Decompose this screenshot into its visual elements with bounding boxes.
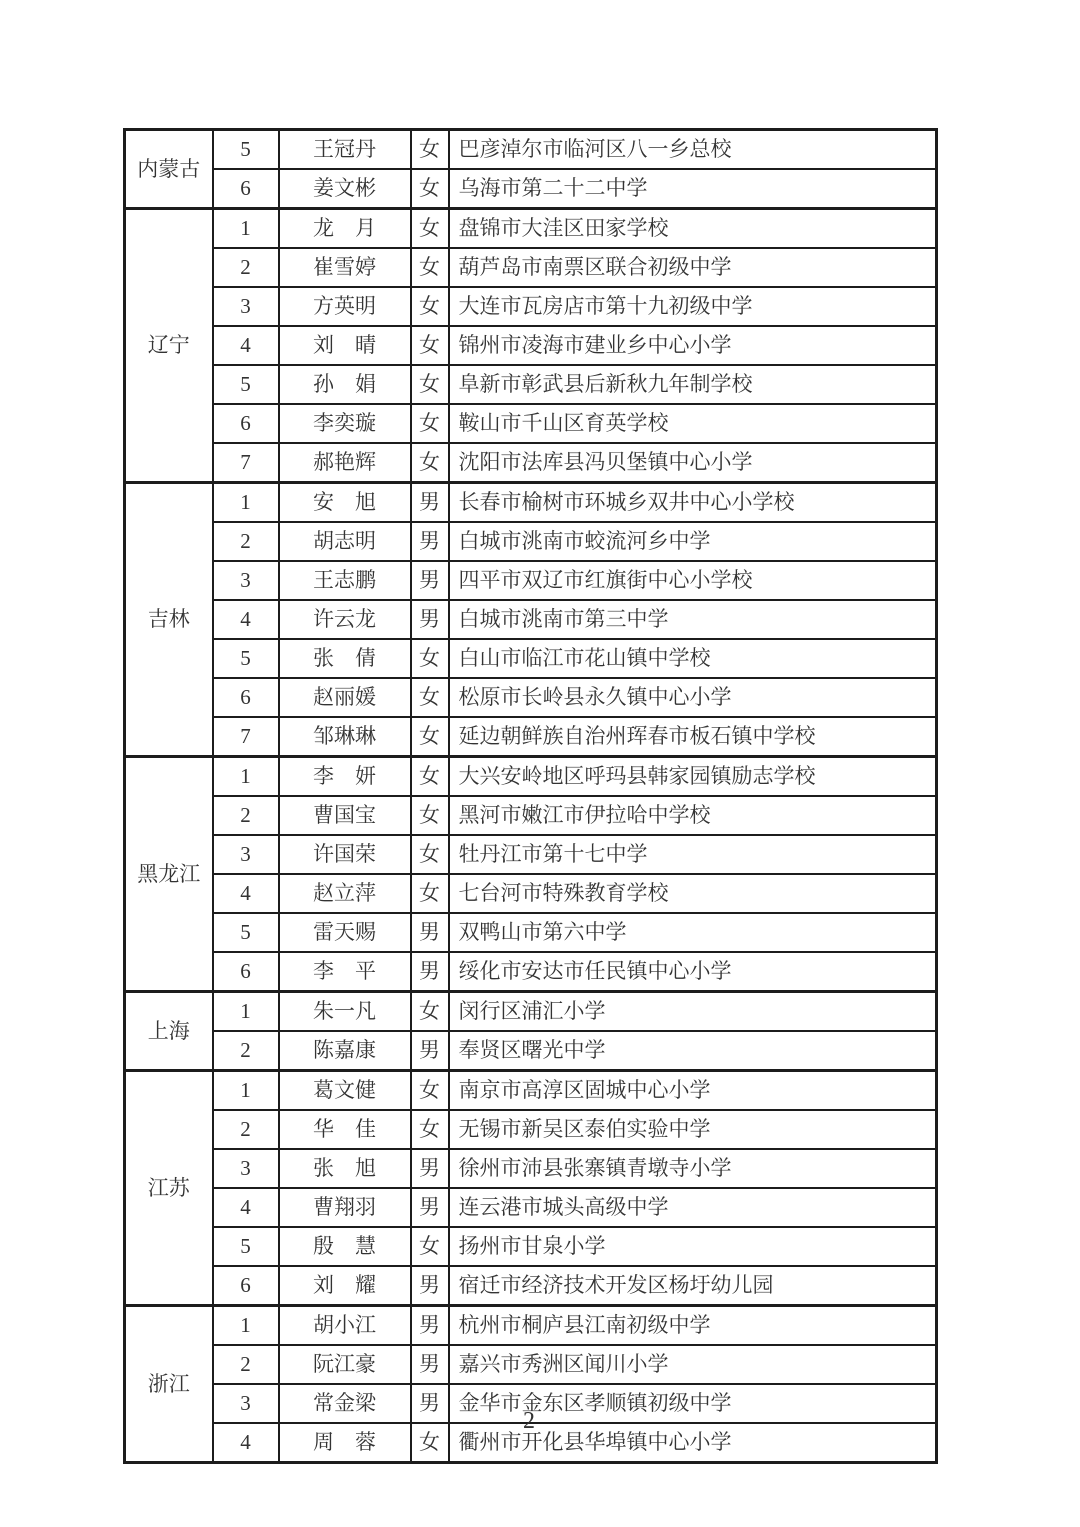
school-cell: 扬州市甘泉小学 [449, 1227, 937, 1266]
province-cell: 内蒙古 [125, 130, 213, 209]
table-row [125, 913, 937, 952]
table-row [125, 1149, 937, 1188]
school-cell: 锦州市凌海市建业乡中心小学 [449, 326, 937, 365]
name-cell: 曹国宝 [279, 796, 411, 835]
school-cell: 双鸭山市第六中学 [449, 913, 937, 952]
school-cell: 白城市洮南市第三中学 [449, 600, 937, 639]
table-row [125, 169, 937, 209]
gender-cell: 女 [411, 326, 449, 365]
name-cell: 周 蓉 [279, 1423, 411, 1463]
name-cell: 许国荣 [279, 835, 411, 874]
table-row [125, 1306, 937, 1346]
table-row [125, 639, 937, 678]
index-cell: 6 [213, 169, 279, 209]
name-cell: 安 旭 [279, 483, 411, 523]
province-cell: 上海 [125, 992, 213, 1071]
school-cell: 宿迁市经济技术开发区杨圩幼儿园 [449, 1266, 937, 1306]
table-row [125, 561, 937, 600]
roster-table-body [125, 130, 937, 1463]
school-cell: 金华市金东区孝顺镇初级中学 [449, 1384, 937, 1423]
gender-cell: 女 [411, 757, 449, 797]
name-cell: 李 平 [279, 952, 411, 992]
school-cell: 绥化市安达市任民镇中心小学 [449, 952, 937, 992]
gender-cell: 女 [411, 404, 449, 443]
index-cell: 2 [213, 522, 279, 561]
name-cell: 雷天赐 [279, 913, 411, 952]
index-cell: 5 [213, 365, 279, 404]
table-row [125, 717, 937, 757]
school-cell: 巴彦淖尔市临河区八一乡总校 [449, 130, 937, 170]
gender-cell: 男 [411, 1384, 449, 1423]
index-cell: 2 [213, 796, 279, 835]
index-cell: 5 [213, 1227, 279, 1266]
table-row [125, 130, 937, 170]
school-cell: 阜新市彰武县后新秋九年制学校 [449, 365, 937, 404]
gender-cell: 男 [411, 1306, 449, 1346]
gender-cell: 女 [411, 717, 449, 757]
gender-cell: 女 [411, 874, 449, 913]
name-cell: 葛文健 [279, 1071, 411, 1111]
name-cell: 李 妍 [279, 757, 411, 797]
index-cell: 6 [213, 952, 279, 992]
name-cell: 郝艳辉 [279, 443, 411, 483]
index-cell: 7 [213, 717, 279, 757]
province-cell: 辽宁 [125, 209, 213, 483]
gender-cell: 男 [411, 1149, 449, 1188]
school-cell: 白城市洮南市蛟流河乡中学 [449, 522, 937, 561]
school-cell: 乌海市第二十二中学 [449, 169, 937, 209]
school-cell: 白山市临江市花山镇中学校 [449, 639, 937, 678]
name-cell: 李奕璇 [279, 404, 411, 443]
gender-cell: 女 [411, 443, 449, 483]
gender-cell: 男 [411, 913, 449, 952]
name-cell: 张 倩 [279, 639, 411, 678]
school-cell: 沈阳市法库县冯贝堡镇中心小学 [449, 443, 937, 483]
gender-cell: 女 [411, 209, 449, 249]
school-cell: 四平市双辽市红旗街中心小学校 [449, 561, 937, 600]
gender-cell: 女 [411, 796, 449, 835]
table-row [125, 1266, 937, 1306]
name-cell: 曹翔羽 [279, 1188, 411, 1227]
index-cell: 4 [213, 326, 279, 365]
name-cell: 赵立萍 [279, 874, 411, 913]
name-cell: 许云龙 [279, 600, 411, 639]
index-cell: 1 [213, 1071, 279, 1111]
gender-cell: 女 [411, 130, 449, 170]
index-cell: 4 [213, 1423, 279, 1463]
gender-cell: 女 [411, 169, 449, 209]
name-cell: 刘 晴 [279, 326, 411, 365]
index-cell: 2 [213, 1110, 279, 1149]
index-cell: 2 [213, 248, 279, 287]
table-row [125, 1071, 937, 1111]
table-row [125, 326, 937, 365]
index-cell: 3 [213, 835, 279, 874]
name-cell: 陈嘉康 [279, 1031, 411, 1071]
gender-cell: 男 [411, 1188, 449, 1227]
table-row [125, 287, 937, 326]
school-cell: 盘锦市大洼区田家学校 [449, 209, 937, 249]
table-row [125, 1031, 937, 1071]
index-cell: 1 [213, 992, 279, 1032]
index-cell: 4 [213, 874, 279, 913]
gender-cell: 男 [411, 1031, 449, 1071]
table-row [125, 209, 937, 249]
index-cell: 6 [213, 404, 279, 443]
gender-cell: 女 [411, 835, 449, 874]
province-cell: 浙江 [125, 1306, 213, 1463]
table-row [125, 1227, 937, 1266]
index-cell: 3 [213, 1384, 279, 1423]
gender-cell: 男 [411, 483, 449, 523]
school-cell: 长春市榆树市环城乡双井中心小学校 [449, 483, 937, 523]
province-cell: 吉林 [125, 483, 213, 757]
name-cell: 朱一凡 [279, 992, 411, 1032]
table-row [125, 248, 937, 287]
table-row [125, 522, 937, 561]
index-cell: 5 [213, 639, 279, 678]
gender-cell: 女 [411, 248, 449, 287]
table-row [125, 1110, 937, 1149]
school-cell: 松原市长岭县永久镇中心小学 [449, 678, 937, 717]
school-cell: 七台河市特殊教育学校 [449, 874, 937, 913]
school-cell: 牡丹江市第十七中学 [449, 835, 937, 874]
name-cell: 邹琳琳 [279, 717, 411, 757]
table-row [125, 404, 937, 443]
name-cell: 胡志明 [279, 522, 411, 561]
gender-cell: 女 [411, 1227, 449, 1266]
name-cell: 刘 耀 [279, 1266, 411, 1306]
school-cell: 嘉兴市秀洲区闻川小学 [449, 1345, 937, 1384]
name-cell: 华 佳 [279, 1110, 411, 1149]
index-cell: 6 [213, 1266, 279, 1306]
school-cell: 衢州市开化县华埠镇中心小学 [449, 1423, 937, 1463]
index-cell: 3 [213, 561, 279, 600]
gender-cell: 男 [411, 561, 449, 600]
gender-cell: 女 [411, 365, 449, 404]
table-row [125, 365, 937, 404]
gender-cell: 女 [411, 1110, 449, 1149]
gender-cell: 女 [411, 639, 449, 678]
index-cell: 1 [213, 757, 279, 797]
table-row [125, 483, 937, 523]
school-cell: 鞍山市千山区育英学校 [449, 404, 937, 443]
school-cell: 黑河市嫩江市伊拉哈中学校 [449, 796, 937, 835]
index-cell: 3 [213, 287, 279, 326]
table-row [125, 600, 937, 639]
gender-cell: 女 [411, 992, 449, 1032]
gender-cell: 男 [411, 952, 449, 992]
table-row [125, 757, 937, 797]
table-row [125, 678, 937, 717]
gender-cell: 男 [411, 522, 449, 561]
school-cell: 大兴安岭地区呼玛县韩家园镇励志学校 [449, 757, 937, 797]
name-cell: 殷 慧 [279, 1227, 411, 1266]
name-cell: 胡小江 [279, 1306, 411, 1346]
index-cell: 6 [213, 678, 279, 717]
page-number: 2 [523, 1408, 535, 1434]
index-cell: 2 [213, 1031, 279, 1071]
index-cell: 1 [213, 483, 279, 523]
school-cell: 延边朝鲜族自治州珲春市板石镇中学校 [449, 717, 937, 757]
gender-cell: 女 [411, 1423, 449, 1463]
name-cell: 孙 娟 [279, 365, 411, 404]
school-cell: 杭州市桐庐县江南初级中学 [449, 1306, 937, 1346]
index-cell: 5 [213, 130, 279, 170]
gender-cell: 男 [411, 600, 449, 639]
province-cell: 黑龙江 [125, 757, 213, 992]
index-cell: 1 [213, 209, 279, 249]
index-cell: 4 [213, 1188, 279, 1227]
table-row [125, 796, 937, 835]
index-cell: 3 [213, 1149, 279, 1188]
name-cell: 王志鹏 [279, 561, 411, 600]
index-cell: 4 [213, 600, 279, 639]
school-cell: 闵行区浦汇小学 [449, 992, 937, 1032]
gender-cell: 女 [411, 1071, 449, 1111]
table-row [125, 443, 937, 483]
table-row [125, 1345, 937, 1384]
name-cell: 张 旭 [279, 1149, 411, 1188]
school-cell: 奉贤区曙光中学 [449, 1031, 937, 1071]
table-row [125, 874, 937, 913]
school-cell: 无锡市新吴区泰伯实验中学 [449, 1110, 937, 1149]
gender-cell: 女 [411, 287, 449, 326]
table-row [125, 992, 937, 1032]
name-cell: 方英明 [279, 287, 411, 326]
school-cell: 连云港市城头高级中学 [449, 1188, 937, 1227]
name-cell: 姜文彬 [279, 169, 411, 209]
gender-cell: 男 [411, 1266, 449, 1306]
index-cell: 5 [213, 913, 279, 952]
table-row [125, 952, 937, 992]
name-cell: 龙 月 [279, 209, 411, 249]
index-cell: 2 [213, 1345, 279, 1384]
name-cell: 王冠丹 [279, 130, 411, 170]
gender-cell: 女 [411, 678, 449, 717]
school-cell: 大连市瓦房店市第十九初级中学 [449, 287, 937, 326]
name-cell: 常金梁 [279, 1384, 411, 1423]
table-row [125, 1188, 937, 1227]
gender-cell: 男 [411, 1345, 449, 1384]
table-row [125, 835, 937, 874]
name-cell: 赵丽媛 [279, 678, 411, 717]
index-cell: 7 [213, 443, 279, 483]
school-cell: 葫芦岛市南票区联合初级中学 [449, 248, 937, 287]
school-cell: 徐州市沛县张寨镇青墩寺小学 [449, 1149, 937, 1188]
province-cell: 江苏 [125, 1071, 213, 1306]
name-cell: 阮江豪 [279, 1345, 411, 1384]
school-cell: 南京市高淳区固城中心小学 [449, 1071, 937, 1111]
index-cell: 1 [213, 1306, 279, 1346]
name-cell: 崔雪婷 [279, 248, 411, 287]
roster-table [123, 128, 938, 1464]
